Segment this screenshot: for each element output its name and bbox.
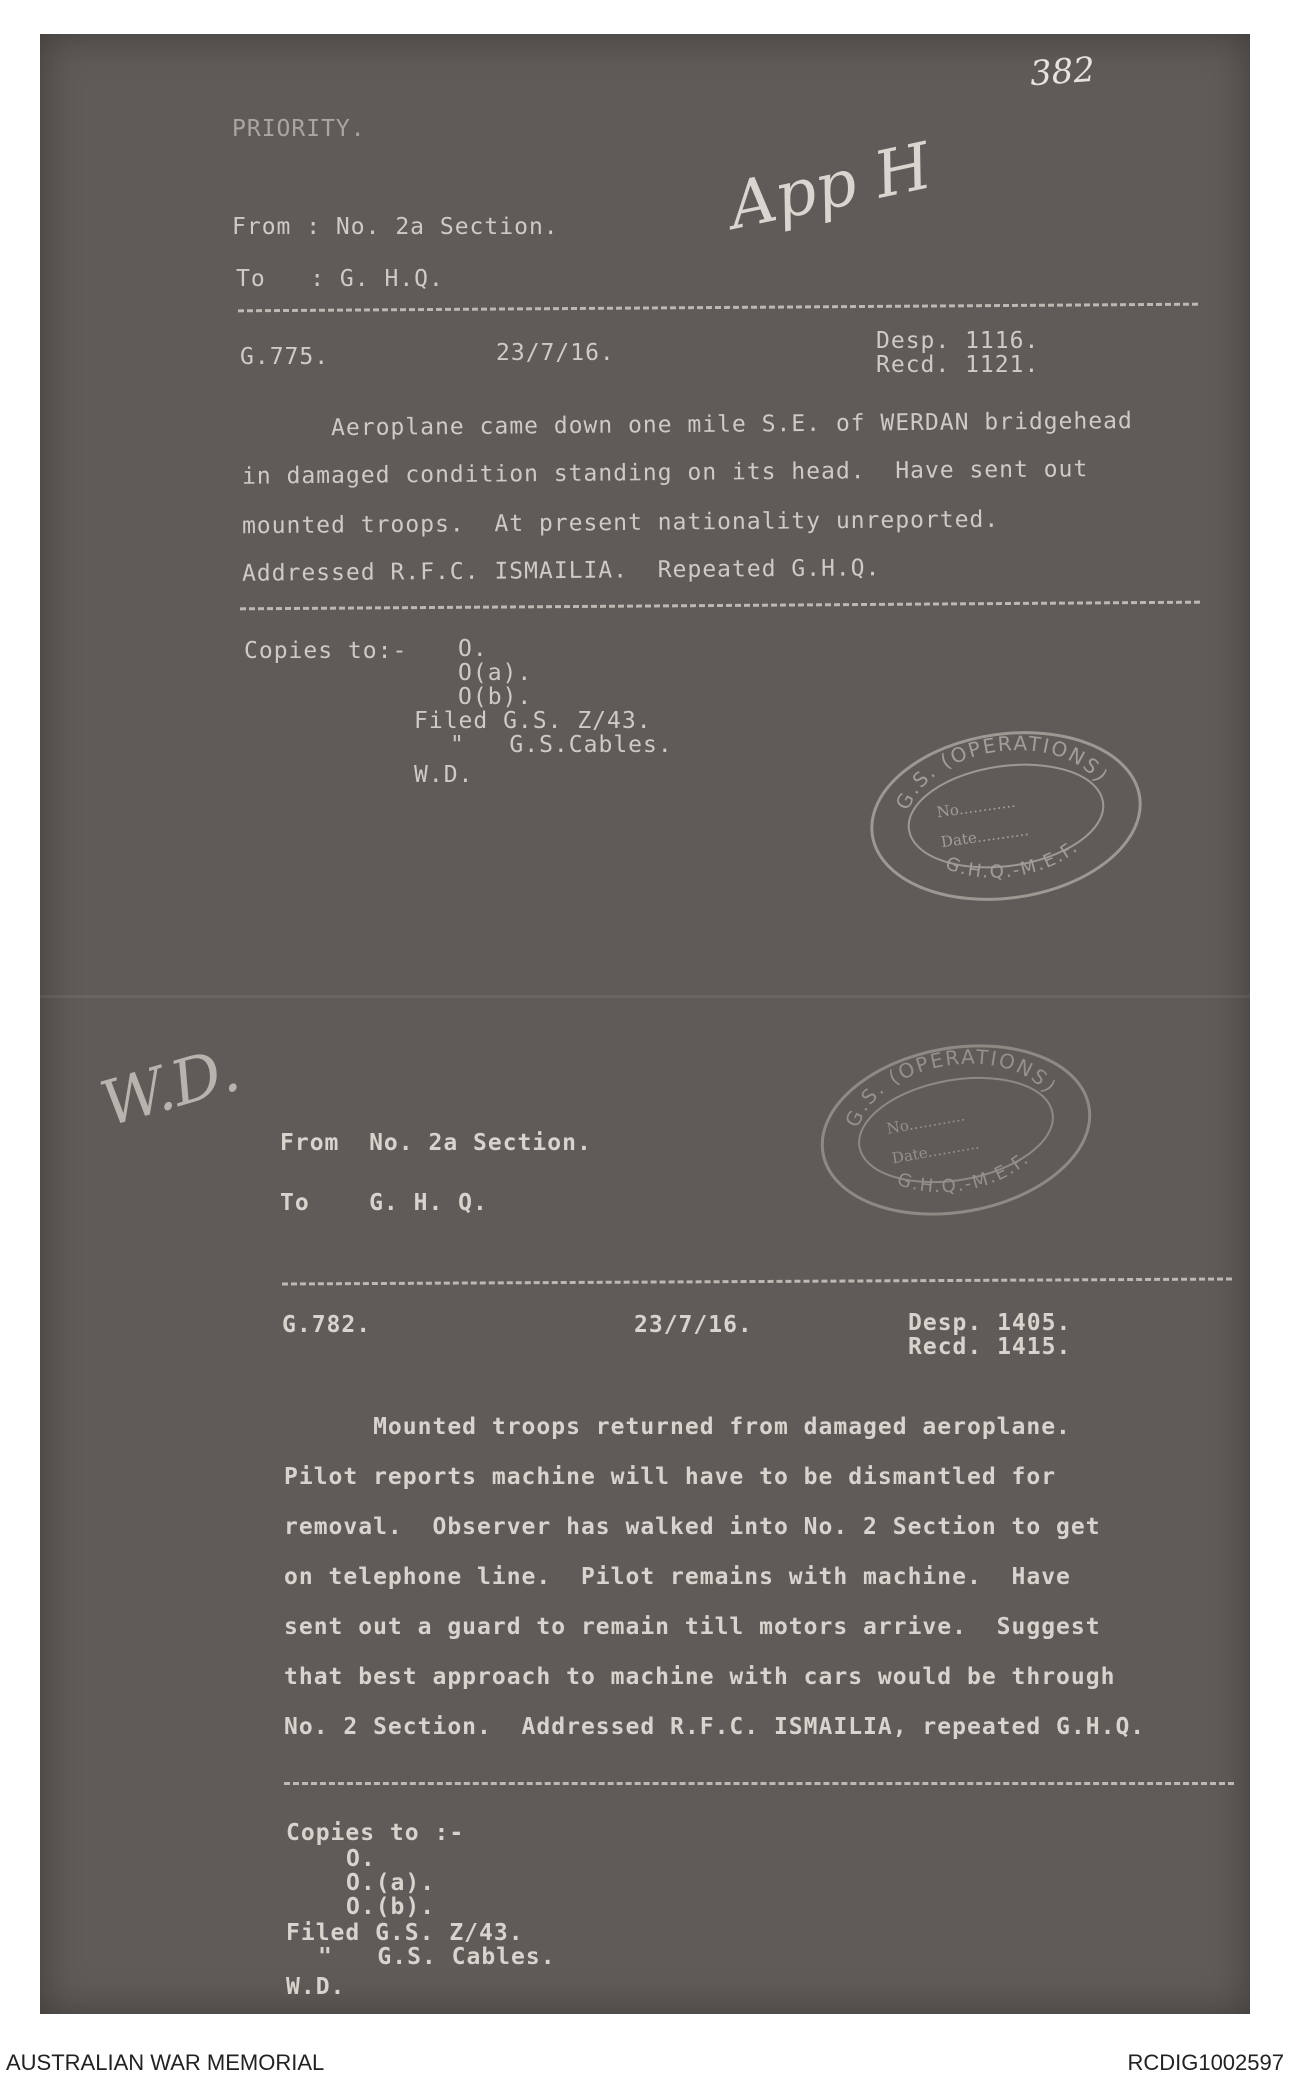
message2-to: To G. H. Q.	[280, 1190, 488, 1216]
message1-copy-item: O.	[458, 636, 488, 662]
message1-filed-cables: " G.S.Cables.	[450, 732, 673, 758]
message1-from: From : No. 2a Section.	[232, 214, 559, 240]
message1-body-line: in damaged condition standing on its head. Have sent out	[241, 456, 1089, 490]
message2-bottom-rule	[284, 1782, 1234, 1785]
message2-from: From No. 2a Section.	[280, 1130, 592, 1156]
stamp-no-label: No............	[885, 1106, 967, 1138]
stamp-no-label: No............	[935, 792, 1017, 822]
stamp-bottom-text: G.H.Q.-M.E.F.	[894, 1148, 1034, 1198]
fold-line	[40, 995, 1250, 998]
message2-body-line: Mounted troops returned from damaged aeroplane.	[284, 1414, 1071, 1440]
message1-body-line: Addressed R.F.C. ISMAILIA. Repeated G.H.Q.	[241, 555, 881, 587]
message1-date: 23/7/16.	[496, 340, 615, 366]
message1-body-line: mounted troops. At present nationality unreported.	[241, 506, 1000, 540]
message2-body-line: sent out a guard to remain till motors arrive. Suggest	[284, 1614, 1101, 1640]
message1-wd: W.D.	[414, 762, 474, 788]
message1-number: G.775.	[240, 344, 330, 370]
message2-copy-item: O.(a).	[346, 1870, 436, 1896]
stamp-bottom-text: G.H.Q.-M.E.F.	[942, 836, 1083, 883]
message2-filed-cables: " G.S. Cables.	[318, 1944, 556, 1970]
message2-body-line: removal. Observer has walked into No. 2 Section to get	[284, 1514, 1101, 1540]
message1-copy-item: O(a).	[458, 660, 533, 686]
message2-wd: W.D.	[286, 1974, 346, 2000]
message1-to: To : G. H.Q.	[236, 266, 444, 292]
message1-copy-item: O(b).	[458, 684, 533, 710]
message1-filed: Filed G.S. Z/43.	[414, 708, 652, 734]
handwritten-app-h: App H	[722, 129, 938, 245]
stamp-date-label: Date...........	[890, 1134, 981, 1168]
message2-copies-label: Copies to :-	[286, 1820, 465, 1846]
message2-filed: Filed G.S. Z/43.	[286, 1920, 524, 1946]
footer-institution: AUSTRALIAN WAR MEMORIAL	[6, 2050, 325, 2075]
message1-desp: Desp. 1116.	[876, 328, 1040, 354]
message2-copy-item: O.	[346, 1846, 376, 1872]
priority-label: PRIORITY.	[232, 116, 366, 142]
message1-body-line: Aeroplane came down one mile S.E. of WERDAN bridgehead	[241, 408, 1133, 442]
message2-body-line: on telephone line. Pilot remains with machine. Have	[284, 1564, 1071, 1590]
message2-body-line: No. 2 Section. Addressed R.F.C. ISMAILIA, repeated G.H.Q.	[284, 1714, 1146, 1740]
stamp-top-text: G.S. (OPERATIONS)	[890, 731, 1114, 814]
message2-body-line: Pilot reports machine will have to be dismantled for	[284, 1464, 1057, 1490]
message2-copy-item: O.(b).	[346, 1894, 436, 1920]
message2-recd: Recd. 1415.	[908, 1334, 1072, 1360]
stamp-top-text: G.S. (OPERATIONS)	[840, 1044, 1063, 1131]
stamp-date-label: Date...........	[939, 821, 1030, 852]
handwritten-wd: W.D.	[92, 1032, 248, 1141]
page-number: 382	[1028, 49, 1097, 95]
message2-desp: Desp. 1405.	[908, 1310, 1072, 1336]
message1-copies-label: Copies to:-	[244, 638, 408, 664]
message2-body-line: that best approach to machine with cars would be through	[284, 1664, 1116, 1690]
message1-recd: Recd. 1121.	[876, 352, 1040, 378]
message2-date: 23/7/16.	[634, 1312, 753, 1338]
message2-number: G.782.	[282, 1312, 372, 1338]
footer-catalogue-id: RCDIG1002597	[1127, 2050, 1284, 2075]
